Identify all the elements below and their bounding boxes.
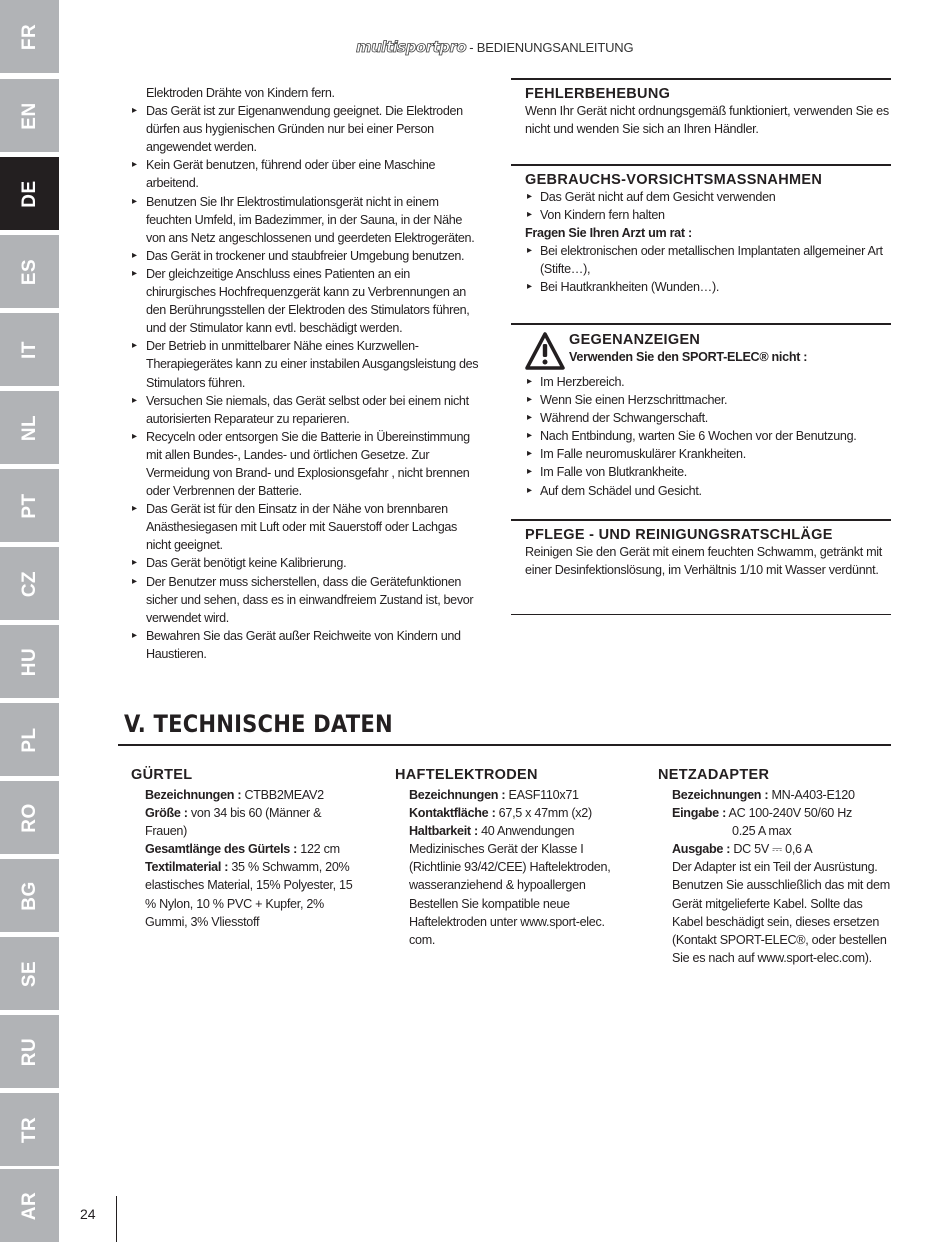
tab-se[interactable] [0,937,59,1010]
list-item: ▸ Das Gerät in trockener und staubfreier Umgebung benutzen. [130,247,482,265]
tab-de[interactable] [0,157,59,230]
list-item: ▸ Wenn Sie einen Herzschrittmacher. [525,391,891,409]
spec-label: Kontaktfläche : [409,806,496,821]
section-title: GEBRAUCHS-VORSICHTSMASSNAHMEN [525,172,823,188]
tab-ru[interactable] [0,1015,59,1088]
spec-label: Textilmaterial : [145,860,229,875]
tab-tr[interactable] [0,1093,59,1166]
language-tabs [0,0,59,1242]
page-header [356,37,633,57]
list-item: ▸ Der gleichzeitige Anschluss eines Patienten an ein chirurgisches Hochfrequenzgerät kann zu Verbrennungen an den Berührungsstellen der Elektroden des Stimulators führen, und der Stimulator kann evtl. beschädigt werden. [130,265,482,337]
spec-value: MN-A403-E120 [768,788,855,802]
list-item: ▸ Der Benutzer muss sicherstellen, dass die Gerätefunktionen sicher und sehen, dass es in einwandfreiem Zustand ist, bevor verwendet wird. [130,573,482,627]
list-item: ▸ Das Gerät ist für den Einsatz in der Nähe von brennbaren Anästhesiegasen mit Luft oder mit Sauerstoff oder Lachgas nicht geeignet. [130,500,482,554]
electrode-specs [395,767,630,949]
section-title: FEHLERBEHEBUNG [525,86,671,102]
precautions-list [525,188,891,224]
divider [118,744,891,746]
section-text: Reinigen Sie den Gerät mit einem feuchten Schwamm, getränkt mit einer Desinfektionslösung, im Verhältnis 1/10 mit Wasser verdünnt. [525,545,882,578]
spec-value: 67,5 x 47mm (x2) [495,806,592,821]
tab-bg[interactable] [0,859,59,932]
precautions-section [511,164,891,325]
spec-label: Bezeichnungen : [409,788,506,802]
section-subtitle: Verwenden Sie den SPORT-ELEC® nicht : [569,350,808,364]
spec-value: DC 5V ⎓ 0,6 A [730,842,813,857]
tab-fr[interactable] [0,0,59,73]
intro-line: Elektroden Drähte von Kindern fern. [146,86,335,100]
doctor-list [525,242,891,296]
tab-ar[interactable] [0,1169,59,1242]
care-section [511,519,891,615]
spec-value: 0.25 A max [732,824,792,839]
spec-label: Gesamtlänge des Gürtels : [145,842,298,857]
spec-value: von 34 bis 60 (Männer & Frauen) [145,806,322,839]
list-item: ▸ Benutzen Sie Ihr Elektrostimulationsgerät nicht in einem feuchten Umfeld, im Badezimmer, in der Sauna, in der Nähe von ans Netz angeschlossenen und geerdeten Elektrogeräten. [130,193,482,247]
divider [116,1196,117,1242]
belt-specs [131,767,366,931]
list-item: ▸ Recyceln oder entsorgen Sie die Batterie in Übereinstimmung mit allen Bundes-, Landes- und örtlichen Gesetze. Zur Vermeidung von Brand- und Explosionsgefahr , nicht brennen oder Verbrennen der Batterie. [130,428,482,500]
list-item: ▸ Das Gerät nicht auf dem Gesicht verwenden [525,188,891,206]
list-item: ▸ Bewahren Sie das Gerät außer Reichweite von Kindern und Haustieren. [130,627,482,663]
spec-value: EASF110x71 [505,788,579,802]
tab-label: PT [18,492,40,519]
spec-label: Eingabe : [672,806,726,821]
brand-logo: multisportpro [356,38,467,56]
tab-label: CZ [18,570,40,597]
spec-value: 122 cm [297,842,340,857]
spec-text: Der Adapter ist ein Teil der Ausrüstung. Benutzen Sie ausschließlich das mit dem Gerät mitgelieferte Kabel. Sollte das Kabel beschädigt sein, dieses ersetzen (Kontakt SPORT-ELEC®, oder bestellen Sie es nach auf www.sport-elec.com). [672,860,890,965]
spec-label: Ausgabe : [672,842,731,857]
adapter-specs [658,767,893,967]
list-item: ▸ Der Betrieb in unmittelbarer Nähe eines Kurzwellen-Therapiegerätes kann zu einer instabilen Ausgangsleistung des Stimulators führen. [130,337,482,391]
troubleshooting-section [511,78,891,166]
spec-label: Größe : [145,806,188,821]
tab-en[interactable] [0,79,59,152]
section-title: PFLEGE - UND REINIGUNGSRATSCHLÄGE [525,527,833,543]
list-item: ▸ Im Falle neuromuskulärer Krankheiten. [525,445,891,463]
list-item: ▸ Kein Gerät benutzen, führend oder über eine Maschine arbeitend. [130,156,482,192]
list-item: ▸ Das Gerät ist zur Eigenanwendung geeignet. Die Elektroden dürfen aus hygienischen Gründen nur bei einer Person angewendet werden. [130,102,482,156]
tab-label: AR [18,1191,40,1220]
section-text: Wenn Ihr Gerät nicht ordnungsgemäß funktioniert, verwenden Sie es nicht und wenden Sie sich an Ihren Händler. [525,104,889,137]
tab-label: IT [18,340,40,359]
tab-nl[interactable] [0,391,59,464]
list-item: ▸ Bei Hautkrankheiten (Wunden…). [525,278,891,296]
tab-cz[interactable] [0,547,59,620]
tab-label: RU [18,1037,40,1066]
technical-data-title: V. TECHNISCHE DATEN [124,710,393,738]
list-item: ▸ Im Herzbereich. [525,373,891,391]
spec-text: Medizinisches Gerät der Klasse I (Richtlinie 93/42/CEE) Haftelektroden, wasseranziehend & hypoallergen Bestellen Sie kompatible neue Haftelektroden unter www.sport-elec. com. [409,842,611,947]
tab-ro[interactable] [0,781,59,854]
list-item: ▸ Im Falle von Blutkrankheite. [525,463,891,481]
tab-label: DE [18,179,40,208]
spec-label: Bezeichnungen : [145,788,242,802]
contraindications-list [525,373,891,500]
tab-label: TR [18,1116,40,1143]
list-item: ▸ Das Gerät benötigt keine Kalibrierung. [130,554,482,572]
section-subtitle: Fragen Sie Ihren Arzt um rat : [525,226,692,241]
tab-hu[interactable] [0,625,59,698]
spec-value: 40 Anwendungen [477,824,575,839]
tab-label: ES [18,258,40,285]
page-number: 24 [80,1206,96,1222]
tab-pt[interactable] [0,469,59,542]
tab-label: EN [18,101,40,130]
tab-it[interactable] [0,313,59,386]
spec-title: HAFTELEKTRODEN [395,767,538,783]
tab-label: HU [18,647,40,676]
tab-es[interactable] [0,235,59,308]
list-item: ▸ Bei elektronischen oder metallischen Implantaten allgemeiner Art (Stifte…), [525,242,891,278]
contraindications-section [511,323,891,521]
list-item: ▸ Auf dem Schädel und Gesicht. [525,482,891,500]
spec-label: Bezeichnungen : [672,788,769,802]
tab-label: PL [18,726,40,753]
tab-label: RO [18,802,40,833]
list-item: ▸ Versuchen Sie niemals, das Gerät selbst oder bei einem nicht autorisierten Reparateur zu reparieren. [130,392,482,428]
list-item: ▸ Nach Entbindung, warten Sie 6 Wochen vor der Benutzung. [525,427,891,445]
safety-list [130,102,482,663]
list-item: ▸ Während der Schwangerschaft. [525,409,891,427]
safety-notes [130,84,482,663]
spec-value: CTBB2MEAV2 [241,788,324,802]
spec-value: AC 100-240V 50/60 Hz [725,806,853,821]
spec-value: 35 % Schwamm, 20% elastisches Material, 15% Polyester, 15 % Nylon, 10 % PVC + Kupfer, 2% Gummi, 3% Vliesstoff [145,860,353,929]
tab-label: NL [18,414,40,441]
tab-label: BG [18,880,40,911]
warning-icon [525,331,565,371]
spec-title: NETZADAPTER [658,767,770,783]
spec-title: GÜRTEL [131,767,193,783]
tab-label: FR [18,23,40,50]
spec-label: Haltbarkeit : [409,824,478,839]
header-title: - BEDIENUNGSANLEITUNG [469,39,634,55]
section-title: GEGENANZEIGEN [569,332,701,348]
tab-label: SE [18,960,40,987]
list-item: ▸ Von Kindern fern halten [525,206,891,224]
tab-pl[interactable] [0,703,59,776]
